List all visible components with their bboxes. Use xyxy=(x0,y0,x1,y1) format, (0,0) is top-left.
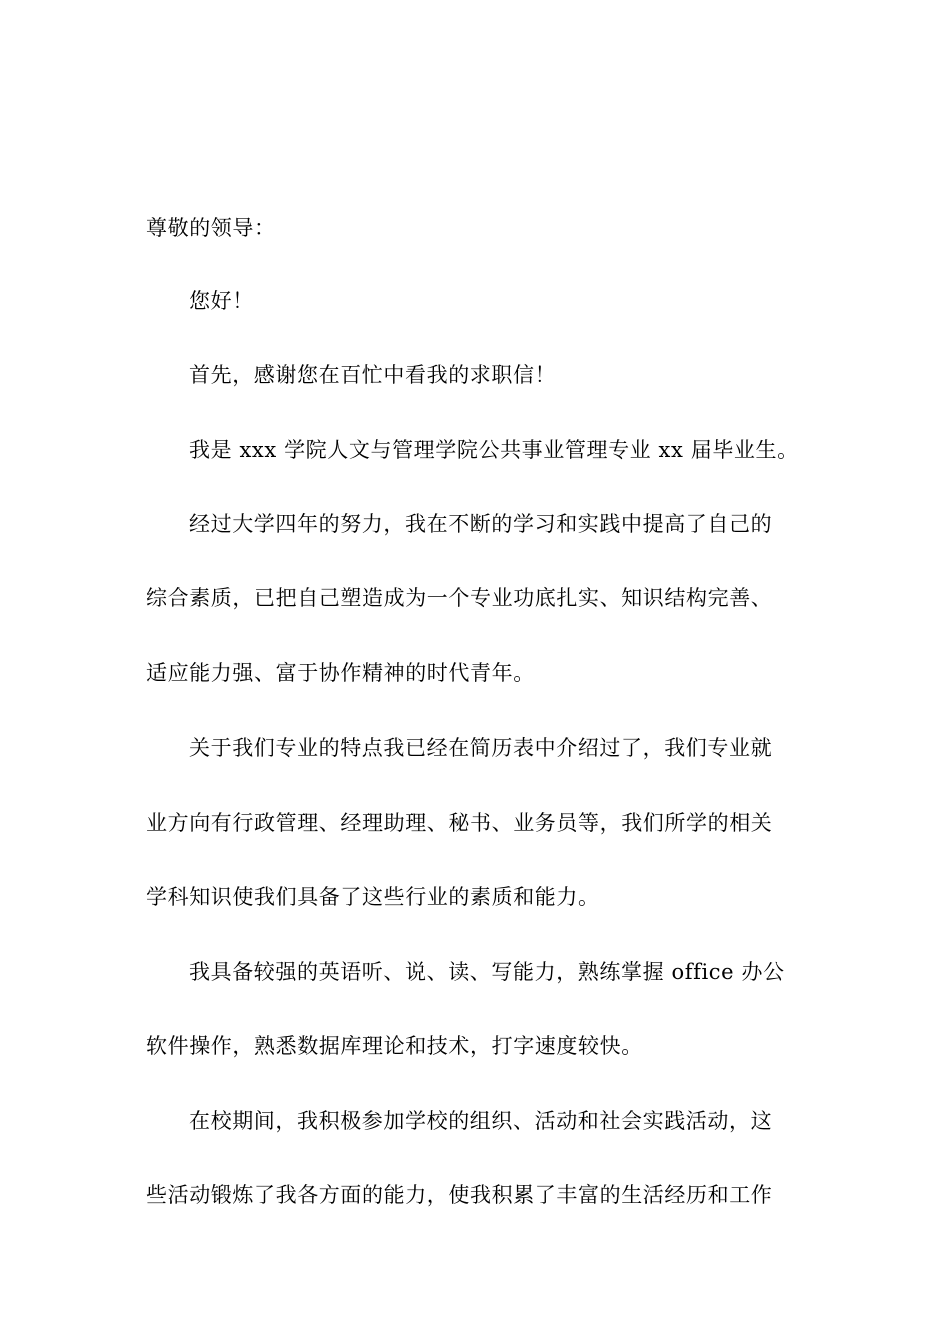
paragraph-line: 软件操作，熟悉数据库理论和技术，打字速度较快。 xyxy=(146,1034,643,1058)
paragraph-line: 些活动锻炼了我各方面的能力，使我积累了丰富的生活经历和工作 xyxy=(146,1183,773,1207)
paragraph-line: 综合素质，已把自己塑造成为一个专业功底扎实、知识结构完善、 xyxy=(146,586,773,610)
paragraph-line: 我具备较强的英语听、说、读、写能力，熟练掌握 office 办公 xyxy=(189,960,785,984)
salutation: 尊敬的领导： xyxy=(146,216,276,240)
paragraph-line: 业方向有行政管理、经理助理、秘书、业务员等，我们所学的相关 xyxy=(146,811,773,835)
paragraph-line: 学科知识使我们具备了这些行业的素质和能力。 xyxy=(146,885,600,909)
paragraph-line: 首先，感谢您在百忙中看我的求职信！ xyxy=(189,363,557,387)
paragraph-line: 关于我们专业的特点我已经在简历表中介绍过了，我们专业就 xyxy=(189,736,773,760)
paragraph-line: 在校期间，我积极参加学校的组织、活动和社会实践活动，这 xyxy=(189,1109,773,1133)
paragraph-line: 适应能力强、富于协作精神的时代青年。 xyxy=(146,661,535,685)
paragraph-line: 我是 xxx 学院人文与管理学院公共事业管理专业 xx 届毕业生。 xyxy=(189,438,799,462)
greeting: 您好！ xyxy=(189,289,254,313)
paragraph-line: 经过大学四年的努力，我在不断的学习和实践中提高了自己的 xyxy=(189,512,773,536)
